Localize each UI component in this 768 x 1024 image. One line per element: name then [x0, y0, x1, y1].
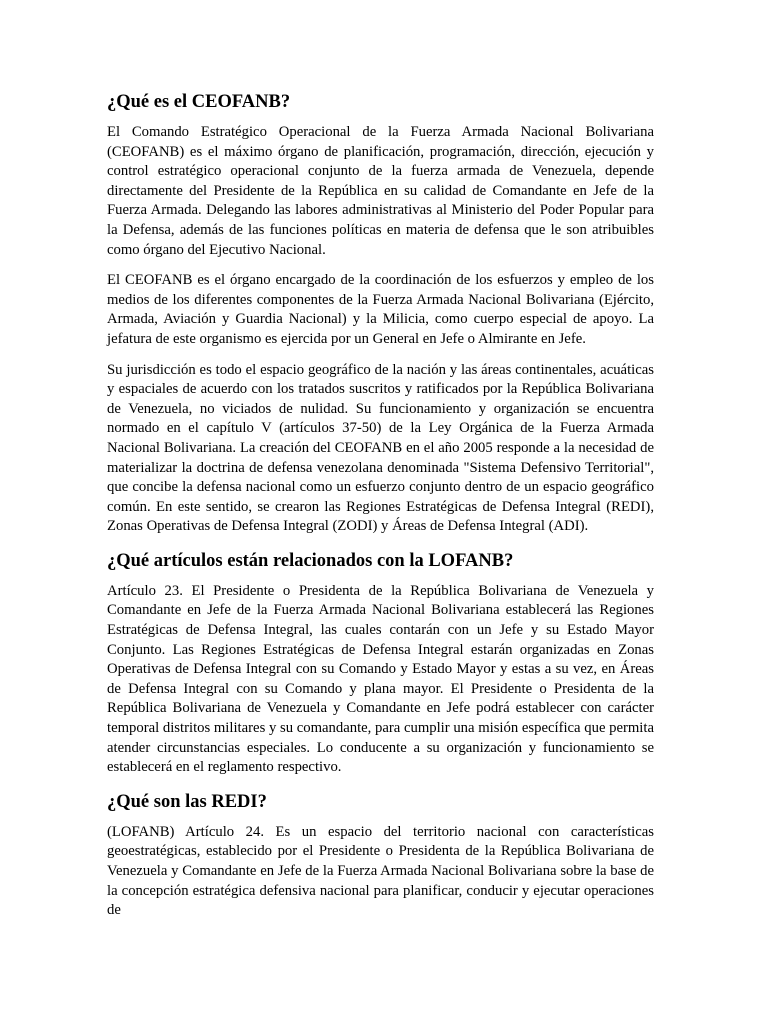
- paragraph-ceofanb-definition: El Comando Estratégico Operacional de la Fuerza Armada Nacional Bolivariana (CEOFANB) es el máximo órgano de planificación, programación, dirección, ejecución y control estratégico operacional conjunto de la fuerza armada de Venezuela, depende directamente del Presidente de la República en su calidad de Comandante en Jefe de la Fuerza Armada. Delegando las labores administrativas al Ministerio del Poder Popular para la Defensa, además de las funciones políticas en materia de defensa que le son atribuibles como órgano del Ejecutivo Nacional.: [107, 124, 654, 258]
- paragraph-articulo-23: Artículo 23. El Presidente o Presidenta de la República Bolivariana de Venezuela y Comandante en Jefe de la Fuerza Armada Nacional Bolivariana establecerá las Regiones Estratégicas de Defensa Integral, las cuales contarán con un Jefe y su Estado Mayor Conjunto. Las Regiones Estratégicas de Defensa Integral estarán organizadas en Zonas Operativas de Defensa Integral con su Comando y Estado Mayor y estas a su vez, en Áreas de Defensa Integral con su Comando y plana mayor. El Presidente o Presidenta de la República Bolivariana de Venezuela y Comandante en Jefe podrá establecer con carácter temporal distritos militares y su comandante, para cumplir una misión específica que permita atender circunstancias especiales. Lo conducente a su organización y funcionamiento se establecerá en el reglamento respectivo.: [107, 582, 654, 776]
- heading-que-son-redi: ¿Qué son las REDI?: [107, 791, 267, 812]
- paragraph-articulo-24: (LOFANB) Artículo 24. Es un espacio del territorio nacional con características geoestratégicas, establecido por el Presidente o Presidenta de la República Bolivariana de Venezuela y Comandante en Jefe de la Fuerza Armada Nacional Bolivariana sobre la base de la concepción estratégica defensiva nacional para planificar, conducir y ejecutar operaciones de: [107, 823, 654, 919]
- document-body: [107, 90, 654, 921]
- paragraph-ceofanb-jurisdiction: Su jurisdicción es todo el espacio geográfico de la nación y las áreas continentales, acuáticas y espaciales de acuerdo con los tratados suscritos y ratificados por la República Bolivariana de Venezuela, no viciados de nulidad. Su funcionamiento y organización se encuentra normado en el capítulo V (artículos 37-50) de la Ley Orgánica de la Fuerza Armada Nacional Bolivariana. La creación del CEOFANB en el año 2005 responde a la necesidad de materializar la doctrina de defensa venezolana denominada "Sistema Defensivo Territorial", que concibe la defensa nacional como un esfuerzo conjunto dentro de un espacio geográfico común. En este sentido, se crearon las Regiones Estratégicas de Defensa Integral (REDI), Zonas Operativas de Defensa Integral (ZODI) y Áreas de Defensa Integral (ADI).: [107, 361, 654, 535]
- paragraph-ceofanb-coordination: El CEOFANB es el órgano encargado de la coordinación de los esfuerzos y empleo de los medios de los diferentes componentes de la Fuerza Armada Nacional Bolivariana (Ejército, Armada, Aviación y Guardia Nacional) y la Milicia, como cuerpo especial de apoyo. La jefatura de este organismo es ejercida por un General en Jefe o Almirante en Jefe.: [107, 272, 654, 347]
- heading-que-es-ceofanb: ¿Qué es el CEOFANB?: [107, 92, 291, 112]
- heading-articulos-lofanb: ¿Qué artículos están relacionados con la LOFANB?: [107, 550, 514, 571]
